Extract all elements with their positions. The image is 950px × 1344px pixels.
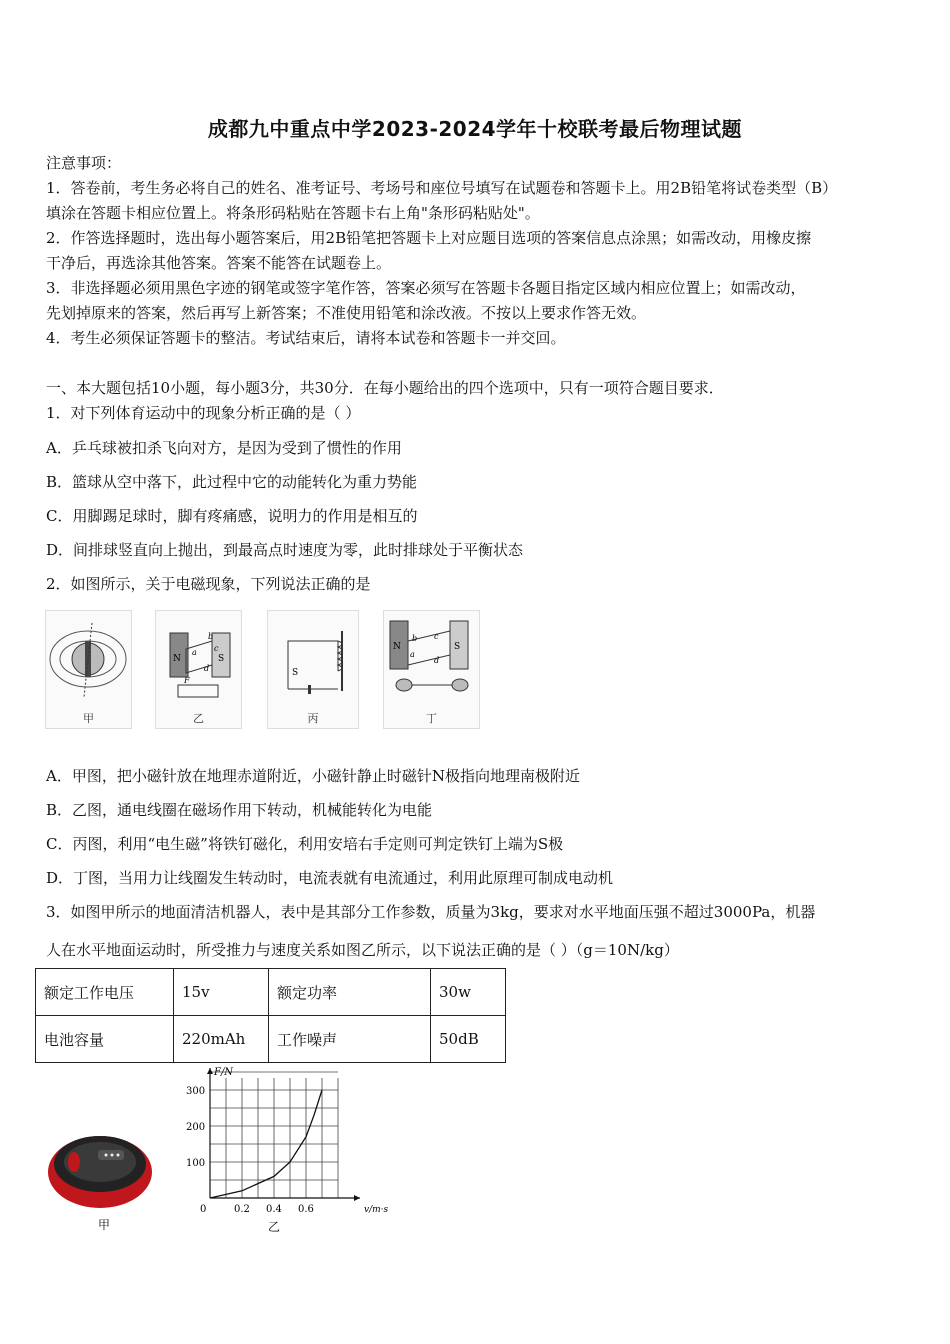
- figure-jia: [45, 610, 132, 729]
- q1-option-d: D．间排球竖直向上抛出，到最高点时速度为零，此时排球处于平衡状态: [46, 541, 524, 559]
- generator-diagram: [384, 611, 479, 711]
- table-cell: 50dB: [431, 1016, 506, 1063]
- table-row: [36, 969, 506, 1016]
- figure-caption: 丁: [426, 712, 437, 725]
- x-axis-label: v/m·s: [364, 1205, 389, 1215]
- q2-option-a: A．甲图，把小磁针放在地理赤道附近，小磁针静止时磁针N极指向地理南极附近: [46, 767, 580, 785]
- y-tick-label: 200: [186, 1122, 206, 1133]
- figure-caption: 乙: [193, 712, 204, 725]
- y-tick-label: 100: [186, 1158, 206, 1169]
- x-axis-arrow: [354, 1195, 360, 1201]
- notice-line: 1．答卷前，考生务必将自己的姓名、准考证号、考场号和座位号填写在试题卷和答题卡上。用2B铅笔将试卷类型（B）: [46, 179, 838, 197]
- q1-option-c: C．用脚踢足球时，脚有疼痛感，说明力的作用是相互的: [46, 507, 418, 525]
- table-cell: 30w: [431, 969, 506, 1016]
- table-row: [36, 1016, 506, 1063]
- q1-option-a: A．乒乓球被扣杀飞向对方，是因为受到了惯性的作用: [46, 439, 402, 457]
- label-d: d: [204, 664, 210, 673]
- table-cell: 额定工作电压: [36, 969, 174, 1016]
- label-s: S: [218, 654, 225, 664]
- electromagnet-diagram: [268, 611, 358, 711]
- notice-line: 3．非选择题必须用黑色字迹的钢笔或签字笔作答，答案必须写在答题卡各题目指定区域内相应位置上；如需改动，: [46, 279, 806, 297]
- label-s: S: [454, 642, 461, 652]
- q1-stem: 1．对下列体育运动中的现象分析正确的是（ ）: [46, 404, 361, 422]
- robot-caption: 甲: [98, 1218, 111, 1232]
- q1-option-b: B．篮球从空中落下，此过程中它的动能转化为重力势能: [46, 473, 418, 491]
- label-d: d: [434, 656, 440, 665]
- chart-svg: [178, 1064, 389, 1219]
- q2-figures: [45, 610, 485, 730]
- y-tick-label: 300: [186, 1086, 206, 1097]
- earth-field-diagram: [46, 611, 131, 711]
- q2-option-d: D．丁图，当用力让线圈发生转动时，电流表就有电流通过，利用此原理可制成电动机: [46, 869, 614, 887]
- figure-caption: 丙: [307, 712, 319, 725]
- label-b: b: [208, 632, 214, 641]
- label-switch-s: S: [292, 668, 299, 678]
- table-cell: 工作噪声: [269, 1016, 431, 1063]
- figure-caption: 甲: [83, 712, 94, 725]
- origin-label: 0: [200, 1204, 207, 1215]
- notice-line: 先划掉原来的答案，然后再写上新答案；不准使用铅笔和涂改液。不按以上要求作答无效。: [46, 304, 647, 322]
- figure-ding: [383, 610, 480, 729]
- cleaning-robot-image: [44, 1112, 164, 1217]
- notice-line: 4．考生必须保证答题卡的整洁。考试结束后，请将本试卷和答题卡一并交回。: [46, 329, 566, 347]
- page-title: 成都九中重点中学2023-2024学年十校联考最后物理试题: [207, 117, 743, 141]
- q2-stem: 2．如图所示，关于电磁现象，下列说法正确的是: [46, 575, 371, 593]
- x-tick-label: 0.6: [298, 1204, 314, 1215]
- x-tick-label: 0.4: [266, 1204, 282, 1215]
- table-cell: 电池容量: [36, 1016, 174, 1063]
- label-c: c: [214, 644, 219, 653]
- graph-caption: 乙: [268, 1220, 281, 1234]
- figure-yi: [155, 610, 242, 729]
- parameter-table: [35, 968, 506, 1063]
- force-velocity-chart: [178, 1064, 389, 1239]
- robot-figure: [44, 1112, 164, 1237]
- notice-line: 2．作答选择题时，选出每小题答案后，用2B铅笔把答题卡上对应题目选项的答案信息点涂黑；如需改动，用橡皮擦: [46, 229, 812, 247]
- table-cell: 15v: [174, 969, 269, 1016]
- label-f: F: [184, 676, 190, 685]
- notice-line: 填涂在答题卡相应位置上。将条形码粘贴在答题卡右上角"条形码粘贴处"。: [46, 204, 540, 222]
- table-cell: 额定功率: [269, 969, 431, 1016]
- label-a: a: [410, 650, 415, 659]
- motor-diagram: [156, 611, 241, 711]
- label-b: b: [412, 634, 418, 643]
- notice-line: 干净后，再选涂其他答案。答案不能答在试题卷上。: [46, 254, 392, 272]
- q3-stem-line1: 3．如图甲所示的地面清洁机器人，表中是其部分工作参数，质量为3kg，要求对水平地面压强不超过3000Pa，机器: [46, 903, 816, 921]
- notice-heading: 注意事项：: [46, 154, 122, 172]
- q3-stem-line2: 人在水平地面运动时，所受推力与速度关系如图乙所示，以下说法正确的是（ ）（g＝10N/kg）: [46, 941, 679, 959]
- table-cell: 220mAh: [174, 1016, 269, 1063]
- section-heading: 一、本大题包括10小题，每小题3分，共30分．在每小题给出的四个选项中，只有一项符合题目要求．: [46, 379, 724, 397]
- q2-option-c: C．丙图，利用“电生磁”将铁钉磁化，利用安培右手定则可判定铁钉上端为S极: [46, 835, 564, 853]
- label-c: c: [434, 632, 439, 641]
- y-axis-arrow: [207, 1068, 213, 1074]
- label-n: N: [173, 654, 181, 664]
- y-axis-label: F/N: [214, 1067, 234, 1078]
- figure-bing: [267, 610, 359, 729]
- label-a: a: [192, 648, 197, 657]
- x-tick-label: 0.2: [234, 1204, 250, 1215]
- q2-option-b: B．乙图，通电线圈在磁场作用下转动，机械能转化为电能: [46, 801, 433, 819]
- label-n: N: [393, 642, 401, 652]
